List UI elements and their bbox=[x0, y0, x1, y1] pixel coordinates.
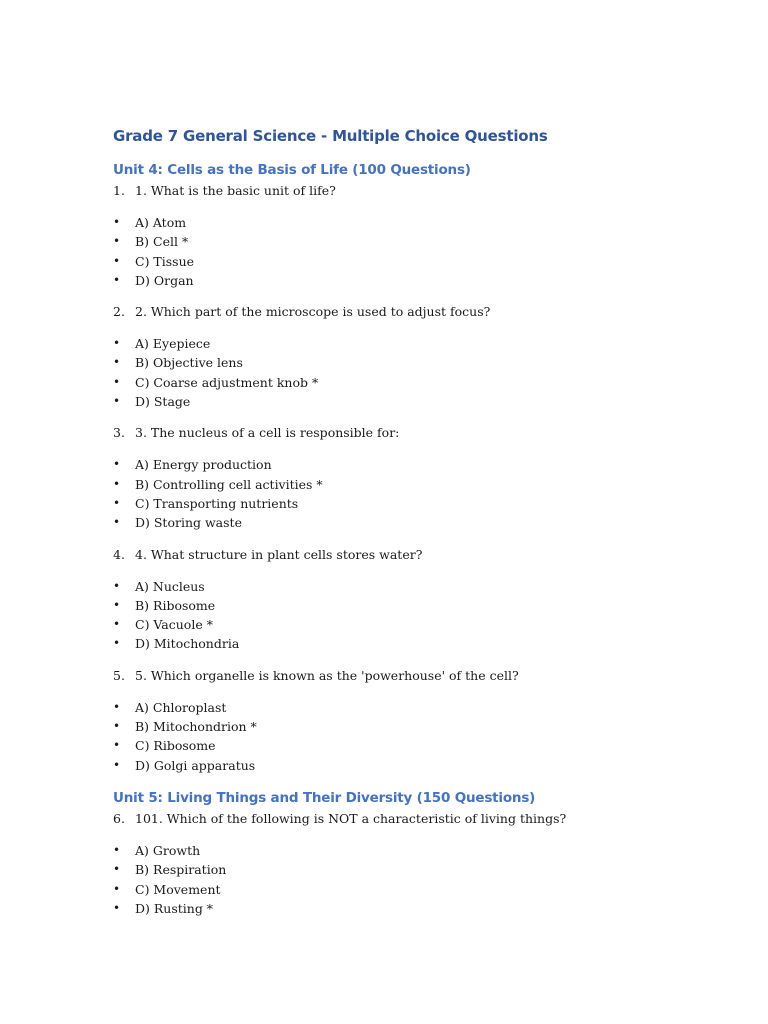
answer-options-list bbox=[113, 334, 713, 411]
unit-heading: Unit 4: Cells as the Basis of Life (100 Questions) bbox=[113, 162, 471, 178]
answer-options-list bbox=[113, 455, 713, 532]
answer-option bbox=[113, 736, 713, 755]
question-number: 1. bbox=[113, 183, 125, 198]
answer-option bbox=[113, 392, 713, 411]
answer-option-text: D) Organ bbox=[135, 272, 194, 288]
bullet-icon: • bbox=[113, 578, 121, 593]
answer-option bbox=[113, 841, 713, 860]
answer-option-text: A) Nucleus bbox=[135, 578, 205, 594]
answer-option-text: A) Atom bbox=[135, 215, 187, 230]
question-item bbox=[113, 666, 713, 686]
units-container bbox=[113, 159, 713, 918]
question-text: 4. What structure in plant cells stores water? bbox=[135, 546, 423, 562]
answer-option bbox=[113, 252, 713, 271]
question-text: 2. Which part of the microscope is used to adjust focus? bbox=[135, 304, 491, 320]
answer-option-text: B) Ribosome bbox=[135, 597, 216, 613]
answer-option bbox=[113, 698, 713, 717]
answer-option-text: D) Mitochondria bbox=[135, 636, 240, 652]
answer-option bbox=[113, 232, 713, 251]
question-number: 4. bbox=[113, 546, 125, 562]
bullet-icon: • bbox=[113, 719, 121, 734]
answer-option-text: A) Growth bbox=[135, 842, 201, 858]
answer-option bbox=[113, 353, 713, 372]
answer-option-text: A) Eyepiece bbox=[135, 336, 211, 352]
answer-option-text: B) Controlling cell activities * bbox=[135, 476, 323, 492]
question-text: 5. Which organelle is known as the 'powerhouse' of the cell? bbox=[135, 667, 519, 683]
answer-option-text: A) Chloroplast bbox=[135, 699, 227, 715]
answer-option bbox=[113, 717, 713, 736]
answer-options-list bbox=[113, 577, 713, 654]
bullet-icon: • bbox=[113, 842, 121, 857]
question-text: 3. The nucleus of a cell is responsible for: bbox=[135, 425, 400, 441]
answer-option bbox=[113, 513, 713, 532]
bullet-icon: • bbox=[113, 495, 121, 510]
answer-option bbox=[113, 475, 713, 494]
bullet-icon: • bbox=[113, 355, 121, 370]
document-page bbox=[113, 124, 713, 930]
question-number: 5. bbox=[113, 667, 125, 683]
bullet-icon: • bbox=[113, 253, 121, 268]
question-number: 6. bbox=[113, 810, 125, 826]
bullet-icon: • bbox=[113, 515, 121, 530]
bullet-icon: • bbox=[113, 636, 121, 651]
answer-options-list bbox=[113, 698, 713, 775]
question-text: 101. Which of the following is NOT a characteristic of living things? bbox=[135, 810, 567, 826]
answer-option bbox=[113, 577, 713, 596]
document-title: Grade 7 General Science - Multiple Choice Questions bbox=[113, 127, 548, 145]
question-item bbox=[113, 302, 713, 322]
answer-option-text: C) Coarse adjustment knob * bbox=[135, 374, 319, 390]
answer-option bbox=[113, 334, 713, 353]
bullet-icon: • bbox=[113, 699, 121, 714]
answer-option bbox=[113, 860, 713, 879]
answer-options-list bbox=[113, 213, 713, 290]
answer-option bbox=[113, 615, 713, 634]
question-item bbox=[113, 545, 713, 565]
answer-options-list bbox=[113, 841, 713, 918]
answer-option bbox=[113, 213, 713, 232]
bullet-icon: • bbox=[113, 900, 121, 915]
bullet-icon: • bbox=[113, 476, 121, 491]
bullet-icon: • bbox=[113, 234, 121, 249]
bullet-icon: • bbox=[113, 738, 121, 753]
question-item bbox=[113, 809, 713, 829]
answer-option-text: C) Tissue bbox=[135, 253, 195, 269]
bullet-icon: • bbox=[113, 336, 121, 351]
answer-option-text: D) Rusting * bbox=[135, 900, 214, 916]
answer-option-text: B) Cell * bbox=[135, 234, 189, 250]
bullet-icon: • bbox=[113, 215, 121, 229]
answer-option bbox=[113, 880, 713, 899]
unit-heading: Unit 5: Living Things and Their Diversity (150 Questions) bbox=[113, 789, 536, 806]
answer-option-text: B) Respiration bbox=[135, 862, 227, 878]
answer-option-text: D) Storing waste bbox=[135, 515, 242, 531]
answer-option bbox=[113, 899, 713, 918]
bullet-icon: • bbox=[113, 374, 121, 389]
answer-option bbox=[113, 494, 713, 513]
answer-option-text: D) Stage bbox=[135, 394, 191, 410]
answer-option bbox=[113, 373, 713, 392]
bullet-icon: • bbox=[113, 597, 121, 612]
answer-option bbox=[113, 271, 713, 290]
answer-option bbox=[113, 756, 713, 775]
bullet-icon: • bbox=[113, 757, 121, 772]
question-number: 2. bbox=[113, 304, 125, 320]
bullet-icon: • bbox=[113, 617, 121, 632]
answer-option-text: C) Transporting nutrients bbox=[135, 495, 299, 511]
answer-option-text: B) Objective lens bbox=[135, 355, 243, 371]
answer-option-text: B) Mitochondrion * bbox=[135, 719, 257, 735]
answer-option-text: C) Vacuole * bbox=[135, 617, 213, 633]
bullet-icon: • bbox=[113, 457, 121, 472]
question-text: 1. What is the basic unit of life? bbox=[135, 183, 336, 198]
answer-option-text: D) Golgi apparatus bbox=[135, 757, 256, 773]
answer-option-text: C) Ribosome bbox=[135, 738, 216, 754]
bullet-icon: • bbox=[113, 394, 121, 409]
answer-option bbox=[113, 634, 713, 653]
bullet-icon: • bbox=[113, 862, 121, 877]
answer-option-text: C) Movement bbox=[135, 881, 221, 897]
answer-option bbox=[113, 596, 713, 615]
question-item bbox=[113, 181, 713, 201]
question-number: 3. bbox=[113, 425, 125, 441]
answer-option-text: A) Energy production bbox=[135, 457, 272, 473]
bullet-icon: • bbox=[113, 881, 121, 896]
question-item bbox=[113, 423, 713, 443]
answer-option bbox=[113, 455, 713, 474]
bullet-icon: • bbox=[113, 272, 121, 287]
